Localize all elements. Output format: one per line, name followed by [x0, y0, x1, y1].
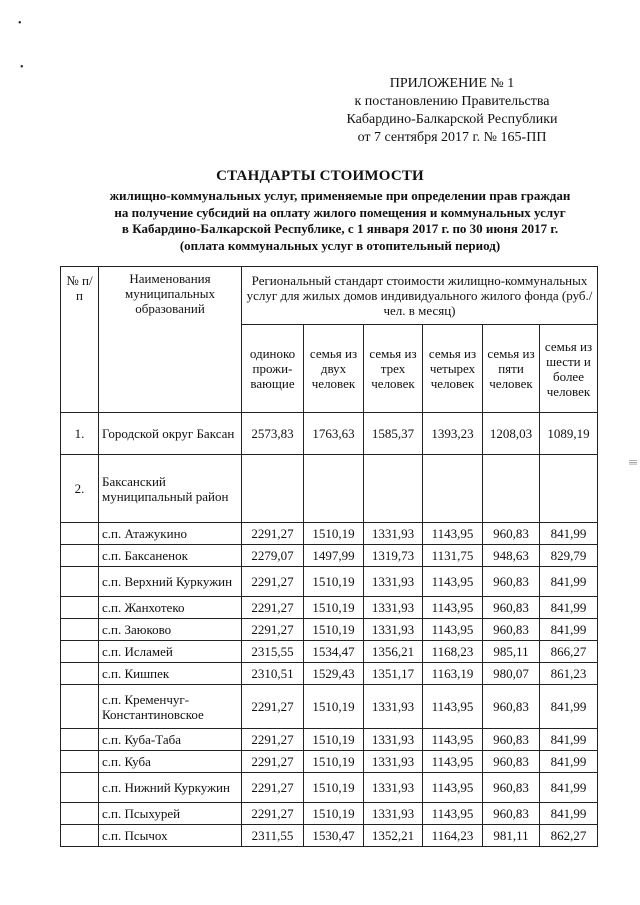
standard-value: 1208,03: [483, 413, 540, 455]
table-row: [61, 413, 598, 455]
table-row: [61, 523, 598, 545]
subtitle-line: в Кабардино-Балкарской Республике, с 1 января 2017 г. по 30 июня 2017 г.: [121, 221, 559, 236]
standard-value: 1510,19: [304, 567, 364, 597]
row-number: [61, 567, 99, 597]
table-row: [61, 663, 598, 685]
standard-value: 960,83: [483, 685, 540, 729]
standard-value: 1331,93: [364, 619, 423, 641]
col-header-household: семья из двух человек: [304, 325, 364, 413]
standard-value: 2291,27: [242, 751, 304, 773]
table-row: [61, 825, 598, 847]
margin-mark: |||: [629, 460, 638, 465]
standard-value: 2291,27: [242, 619, 304, 641]
scan-speck: •: [18, 18, 22, 29]
document-subtitle: [70, 188, 610, 254]
standard-value: 1331,93: [364, 803, 423, 825]
standard-value: 1143,95: [423, 803, 483, 825]
standard-value: [242, 455, 304, 523]
standard-value: 985,11: [483, 641, 540, 663]
row-number: [61, 663, 99, 685]
standard-value: 1351,17: [364, 663, 423, 685]
table-row: [61, 729, 598, 751]
scan-speck: •: [20, 62, 24, 73]
standard-value: [304, 455, 364, 523]
standard-value: 960,83: [483, 773, 540, 803]
standard-value: 2315,55: [242, 641, 304, 663]
standard-value: 1164,23: [423, 825, 483, 847]
standard-value: 1510,19: [304, 773, 364, 803]
standard-value: 841,99: [540, 803, 598, 825]
municipality-name: с.п. Баксаненок: [99, 545, 242, 567]
standard-value: 829,79: [540, 545, 598, 567]
standard-value: 1510,19: [304, 619, 364, 641]
standard-value: 1585,37: [364, 413, 423, 455]
table-row: [61, 685, 598, 729]
standard-value: 1143,95: [423, 597, 483, 619]
col-header-household: семья из трех человек: [364, 325, 423, 413]
standard-value: 948,63: [483, 545, 540, 567]
standard-value: 2291,27: [242, 523, 304, 545]
standard-value: 841,99: [540, 597, 598, 619]
standard-value: [540, 455, 598, 523]
col-header-group: Региональный стандарт стоимости жилищно-коммунальных услуг для жилых домов индивидуального жилого фонда (руб./чел. в месяц): [242, 267, 598, 325]
standard-value: [423, 455, 483, 523]
standard-value: 960,83: [483, 597, 540, 619]
standard-value: 1143,95: [423, 619, 483, 641]
municipality-name: с.п. Нижний Куркужин: [99, 773, 242, 803]
standard-value: 1143,95: [423, 567, 483, 597]
standard-value: 861,23: [540, 663, 598, 685]
appendix-line: Кабардино-Балкарской Республики: [346, 112, 558, 127]
appendix-header: [322, 75, 582, 147]
standard-value: 1530,47: [304, 825, 364, 847]
document-title: СТАНДАРТЫ СТОИМОСТИ: [216, 168, 424, 184]
standard-value: 1331,93: [364, 567, 423, 597]
standard-value: 1089,19: [540, 413, 598, 455]
standard-value: 1131,75: [423, 545, 483, 567]
standard-value: 1497,99: [304, 545, 364, 567]
standard-value: 2291,27: [242, 803, 304, 825]
standard-value: 1352,21: [364, 825, 423, 847]
standard-value: 2291,27: [242, 567, 304, 597]
standard-value: 2310,51: [242, 663, 304, 685]
table-row: [61, 567, 598, 597]
standard-value: 1143,95: [423, 685, 483, 729]
col-header-name: Наименования муниципальных образований: [99, 267, 242, 413]
row-number: [61, 803, 99, 825]
standard-value: 960,83: [483, 619, 540, 641]
row-number: 2.: [61, 455, 99, 523]
municipality-name: с.п. Псыхурей: [99, 803, 242, 825]
subtitle-line: на получение субсидий на оплату жилого помещения и коммунальных услуг: [114, 204, 566, 220]
table-row: [61, 641, 598, 663]
standard-value: 841,99: [540, 685, 598, 729]
standard-value: 1763,63: [304, 413, 364, 455]
municipality-name: с.п. Кременчуг-Константиновское: [99, 685, 242, 729]
standard-value: 2291,27: [242, 597, 304, 619]
standard-value: 2573,83: [242, 413, 304, 455]
table-row: [61, 597, 598, 619]
standard-value: 1143,95: [423, 729, 483, 751]
standard-value: 1143,95: [423, 751, 483, 773]
standard-value: 841,99: [540, 729, 598, 751]
standard-value: 1163,19: [423, 663, 483, 685]
standard-value: 1529,43: [304, 663, 364, 685]
standard-value: 1510,19: [304, 597, 364, 619]
row-number: 1.: [61, 413, 99, 455]
table-row: [61, 455, 598, 523]
col-header-household: одиноко прожи-вающие: [242, 325, 304, 413]
row-number: [61, 545, 99, 567]
row-number: [61, 619, 99, 641]
appendix-line: к постановлению Правительства: [354, 94, 550, 109]
municipality-name: с.п. Атажукино: [99, 523, 242, 545]
standard-value: 960,83: [483, 567, 540, 597]
standard-value: 841,99: [540, 773, 598, 803]
standard-value: 1331,93: [364, 751, 423, 773]
standard-value: 2291,27: [242, 685, 304, 729]
row-number: [61, 751, 99, 773]
municipality-name: с.п. Псычох: [99, 825, 242, 847]
standard-value: 960,83: [483, 729, 540, 751]
standard-value: 1331,93: [364, 773, 423, 803]
standard-value: 1331,93: [364, 729, 423, 751]
row-number: [61, 825, 99, 847]
municipality-name: с.п. Исламей: [99, 641, 242, 663]
standard-value: 1534,47: [304, 641, 364, 663]
standard-value: 841,99: [540, 567, 598, 597]
standard-value: 1356,21: [364, 641, 423, 663]
table-row: [61, 619, 598, 641]
standard-value: 960,83: [483, 523, 540, 545]
standard-value: 1510,19: [304, 729, 364, 751]
col-header-household: семья из пяти человек: [483, 325, 540, 413]
standard-value: 1143,95: [423, 773, 483, 803]
standard-value: 960,83: [483, 803, 540, 825]
table-row: [61, 751, 598, 773]
row-number: [61, 685, 99, 729]
standard-value: 1331,93: [364, 597, 423, 619]
table-row: [61, 545, 598, 567]
standard-value: 1331,93: [364, 685, 423, 729]
standard-value: 2279,07: [242, 545, 304, 567]
standard-value: 841,99: [540, 619, 598, 641]
standard-value: 1510,19: [304, 523, 364, 545]
row-number: [61, 597, 99, 619]
standard-value: 1319,73: [364, 545, 423, 567]
subtitle-line: жилищно-коммунальных услуг, применяемые при определении прав граждан: [109, 188, 571, 203]
standard-value: 2291,27: [242, 773, 304, 803]
municipality-name: с.п. Куба-Таба: [99, 729, 242, 751]
municipality-name: Городской округ Баксан: [99, 413, 242, 455]
standard-value: 841,99: [540, 751, 598, 773]
municipality-name: с.п. Жанхотеко: [99, 597, 242, 619]
row-number: [61, 641, 99, 663]
standards-table: [60, 266, 598, 847]
row-number: [61, 729, 99, 751]
municipality-name: с.п. Кишпек: [99, 663, 242, 685]
standard-value: 841,99: [540, 523, 598, 545]
standard-value: 866,27: [540, 641, 598, 663]
subtitle-line: (оплата коммунальных услуг в отопительный период): [179, 237, 501, 253]
standard-value: 980,07: [483, 663, 540, 685]
standard-value: 1143,95: [423, 523, 483, 545]
table-row: [61, 773, 598, 803]
standard-value: [364, 455, 423, 523]
standard-value: 981,11: [483, 825, 540, 847]
standard-value: 1510,19: [304, 751, 364, 773]
table-row: [61, 803, 598, 825]
standard-value: 2311,55: [242, 825, 304, 847]
standard-value: 960,83: [483, 751, 540, 773]
standard-value: 1510,19: [304, 685, 364, 729]
standard-value: 1510,19: [304, 803, 364, 825]
col-header-household: семья из шести и более человек: [540, 325, 598, 413]
municipality-name: с.п. Куба: [99, 751, 242, 773]
standard-value: 1331,93: [364, 523, 423, 545]
col-header-household: семья из четырех человек: [423, 325, 483, 413]
standard-value: 1168,23: [423, 641, 483, 663]
row-number: [61, 773, 99, 803]
appendix-title: ПРИЛОЖЕНИЕ № 1: [389, 76, 515, 91]
municipality-name: Баксанский муниципальный район: [99, 455, 242, 523]
standard-value: 1393,23: [423, 413, 483, 455]
municipality-name: с.п. Заюково: [99, 619, 242, 641]
municipality-name: с.п. Верхний Куркужин: [99, 567, 242, 597]
col-header-number: № п/п: [61, 267, 99, 413]
standard-value: 2291,27: [242, 729, 304, 751]
standard-value: 862,27: [540, 825, 598, 847]
standard-value: [483, 455, 540, 523]
appendix-date: от 7 сентября 2017 г. № 165-ПП: [357, 130, 547, 145]
row-number: [61, 523, 99, 545]
